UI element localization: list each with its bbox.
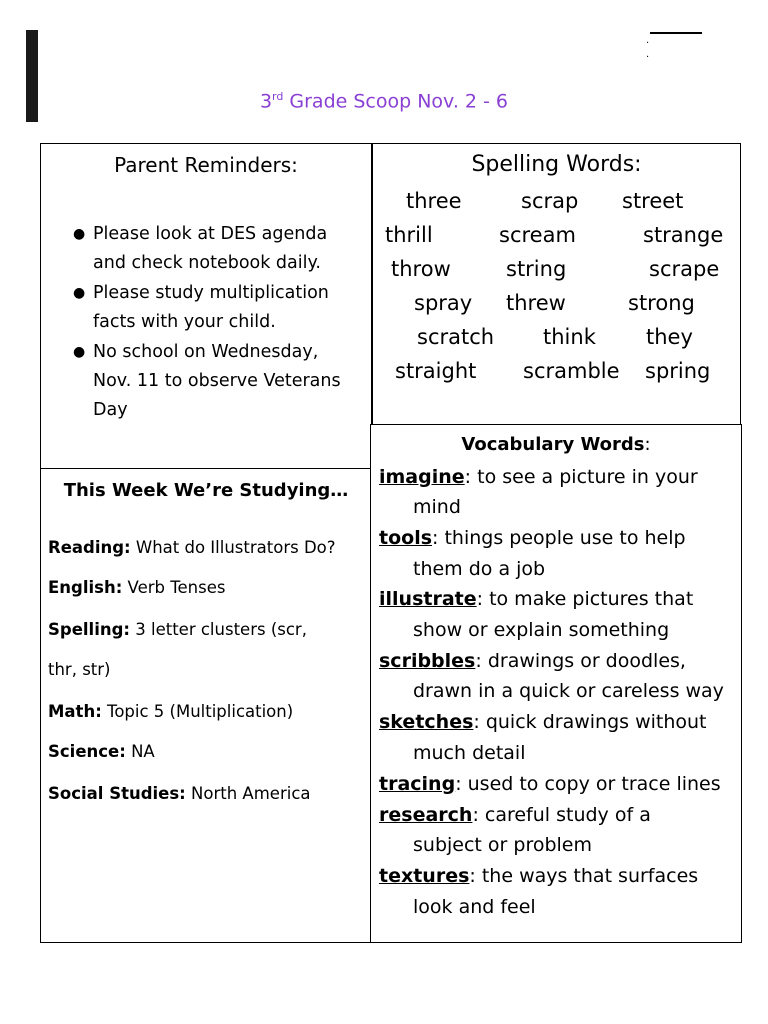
reminder-line: Please study multiplication (93, 282, 329, 303)
vocab-entry (379, 586, 693, 612)
spelling-word: three (406, 189, 462, 213)
vocab-definition: : the ways that surfaces (469, 865, 699, 887)
title-prefix: 3 (259, 90, 273, 113)
vocab-definition: : drawings or doodles, (475, 650, 686, 672)
study-row-science (48, 741, 155, 763)
vocab-definition-cont: look and feel (413, 896, 536, 918)
spelling-word: scratch (417, 325, 495, 349)
spelling-word: street (622, 189, 684, 213)
vocab-definition-cont: show or explain something (413, 619, 670, 641)
study-row-math (48, 701, 293, 723)
spelling-word: scrap (521, 189, 579, 213)
reminder-item (67, 279, 367, 338)
vocab-term: research (379, 804, 473, 826)
vocab-entry (379, 863, 698, 889)
title-superscript: rd (272, 90, 284, 103)
vocab-term: tools (379, 527, 433, 549)
spelling-words-box (372, 143, 741, 425)
parent-reminders-box (40, 143, 372, 477)
vocab-entry (379, 709, 707, 735)
corner-dots: . . (646, 35, 658, 60)
vocab-term: textures (379, 865, 470, 887)
spelling-word: string (506, 257, 567, 281)
reminder-line: facts with your child. (93, 312, 276, 333)
spelling-word: threw (506, 291, 566, 315)
vocab-term: sketches (379, 711, 474, 733)
study-continuation: thr, str) (48, 660, 111, 679)
spelling-word: spray (414, 291, 473, 315)
reminder-line: No school on Wednesday, (93, 341, 319, 362)
study-value: 3 letter clusters (scr, (130, 620, 307, 639)
vocab-definition: : to make pictures that (476, 588, 694, 610)
title-rest: Grade Scoop Nov. 2 - 6 (283, 90, 509, 113)
vocab-entry (379, 464, 698, 490)
study-value: Topic 5 (Multiplication) (101, 702, 294, 721)
spelling-word: scream (499, 223, 576, 247)
vocab-definition: : quick drawings without (473, 711, 707, 733)
study-label: Spelling: (48, 620, 131, 639)
study-row-english (48, 577, 225, 599)
spelling-word: strange (643, 223, 724, 247)
spelling-word: think (543, 325, 596, 349)
study-row-spelling (48, 619, 307, 641)
vocab-definition: : to see a picture in your (464, 466, 698, 488)
study-label: Social Studies: (48, 784, 186, 803)
reminder-line: Day (93, 400, 128, 421)
spelling-word: throw (391, 257, 451, 281)
vocabulary-heading-text: Vocabulary Words (461, 434, 645, 455)
studying-heading: This Week We’re Studying… (63, 480, 349, 501)
parent-reminders-heading: Parent Reminders: (114, 153, 298, 177)
spelling-word: strong (628, 291, 695, 315)
study-label: Math: (48, 702, 102, 721)
parent-reminders-list (67, 220, 367, 426)
vocab-entry (379, 648, 686, 674)
vocab-term: imagine (379, 466, 465, 488)
study-value: NA (125, 742, 155, 761)
spelling-word: thrill (385, 223, 433, 247)
vocabulary-heading-colon: : (644, 434, 651, 455)
reminder-line: Please look at DES agenda (93, 224, 328, 244)
study-row-reading (48, 537, 336, 559)
vocab-definition: : things people use to help (432, 527, 686, 549)
spelling-word: scramble (523, 359, 620, 383)
study-label: Reading: (48, 538, 131, 557)
vocab-definition-cont: drawn in a quick or careless way (413, 680, 724, 702)
study-value: Verb Tenses (122, 578, 226, 597)
reminder-line: Nov. 11 to observe Veterans (93, 371, 341, 392)
vocab-term: illustrate (379, 588, 477, 610)
bullet-icon: ● (73, 284, 86, 301)
vocab-definition-cont: much detail (413, 742, 526, 764)
vocabulary-box (370, 424, 742, 943)
bullet-icon: ● (73, 343, 86, 360)
spelling-word: they (646, 325, 693, 349)
spelling-word: scrape (649, 257, 720, 281)
spelling-words-heading: Spelling Words: (471, 152, 642, 177)
page-title (0, 90, 768, 112)
vocab-term: scribbles (379, 650, 476, 672)
vocab-definition: : careful study of a (472, 804, 651, 826)
reminder-item (67, 220, 367, 279)
studying-box (40, 468, 372, 943)
study-value: What do Illustrators Do? (130, 538, 336, 557)
vocab-entry (379, 771, 721, 797)
study-row-social-studies (48, 783, 311, 805)
spelling-word: spring (645, 359, 711, 383)
study-label: English: (48, 578, 123, 597)
study-value: North America (185, 784, 311, 803)
spelling-word: straight (395, 359, 477, 383)
vocab-definition-cont: mind (413, 496, 461, 518)
reminder-item (67, 338, 367, 426)
vocabulary-heading (371, 434, 741, 455)
reminder-line: and check notebook daily. (93, 253, 321, 274)
vocab-term: tracing (379, 773, 456, 795)
study-label: Science: (48, 742, 126, 761)
vocab-definition-cont: subject or problem (413, 834, 592, 856)
vocab-definition-cont: them do a job (413, 558, 546, 580)
bullet-icon: ● (73, 226, 86, 242)
vocab-entry (379, 525, 686, 551)
vocab-definition: : used to copy or trace lines (455, 773, 721, 795)
vocab-entry (379, 802, 651, 828)
